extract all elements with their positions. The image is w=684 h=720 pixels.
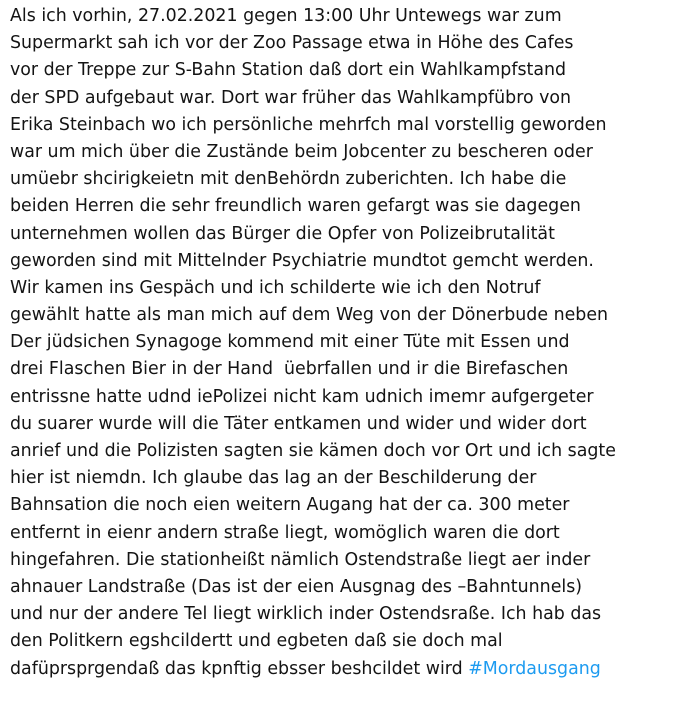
text-line: hingefahren. Die stationheißt nämlich Ostendstraße liegt aer inder xyxy=(10,549,591,570)
last-line-text: dafüprsprgendaß das kpnftig ebsser beshcildet wird xyxy=(10,658,469,679)
text-line: ahnauer Landstraße (Das ist der eien Ausgnag des –Bahntunnels) xyxy=(10,576,583,597)
text-line: den Politkern egshcildertt und egbeten daß sie doch mal xyxy=(10,631,503,652)
text-line: entfernt in eienr andern straße liegt, womöglich waren die dort xyxy=(10,522,560,543)
text-line: Der jüdsichen Synagoge kommend mit einer Tüte mit Essen und xyxy=(10,332,570,353)
text-line: Als ich vorhin, 27.02.2021 gegen 13:00 Uhr Untewegs war zum xyxy=(10,6,562,26)
text-line: du suarer wurde will die Täter entkamen und wider und wider dort xyxy=(10,413,587,434)
hashtag-link[interactable]: #Mordausgang xyxy=(468,658,601,679)
text-line: vor der Treppe zur S-Bahn Station daß dort ein Wahlkampfstand xyxy=(10,60,567,81)
text-line: umüebr shcirigkeietn mit denBehördn zuberichten. Ich habe die xyxy=(10,169,567,190)
text-line: gewählt hatte als man mich auf dem Weg von der Dönerbude neben xyxy=(10,305,609,326)
text-line: der SPD aufgebaut war. Dort war früher das Wahlkampfübro von xyxy=(10,87,572,108)
text-line: und nur der andere Tel liegt wirklich inder Ostendsraße. Ich hab das xyxy=(10,604,602,625)
text-line: Erika Steinbach wo ich persönliche mehrfch mal vorstellig geworden xyxy=(10,114,607,135)
text-line: anrief und die Polizisten sagten sie kämen doch vor Ort und ich sagte xyxy=(10,441,616,461)
text-line: entrissne hatte udnd iePolizei nicht kam udnich imemr aufgergeter xyxy=(10,386,594,407)
text-line: Wir kamen ins Gespäch und ich schilderte wie ich den Notruf xyxy=(10,277,541,298)
text-line-last xyxy=(10,656,682,683)
text-line: hier ist niemdn. Ich glaube das lag an der Beschilderung der xyxy=(10,468,537,489)
text-line: drei Flaschen Bier in der Hand üebrfallen und ir die Birefaschen xyxy=(10,359,569,380)
text-line: beiden Herren die sehr freundlich waren gefargt was sie dagegen xyxy=(10,196,581,217)
post-text xyxy=(10,3,682,683)
text-line: war um mich über die Zustände beim Jobcenter zu bescheren oder xyxy=(10,141,593,162)
text-line: geworden sind mit Mittelnder Psychiatrie mundtot gemcht werden. xyxy=(10,250,594,271)
text-line: Bahnsation die noch eien weitern Augang hat der ca. 300 meter xyxy=(10,495,570,516)
text-line: unternehmen wollen das Bürger die Opfer von Polizeibrutalität xyxy=(10,223,555,244)
text-line: Supermarkt sah ich vor der Zoo Passage etwa in Höhe des Cafes xyxy=(10,33,574,54)
